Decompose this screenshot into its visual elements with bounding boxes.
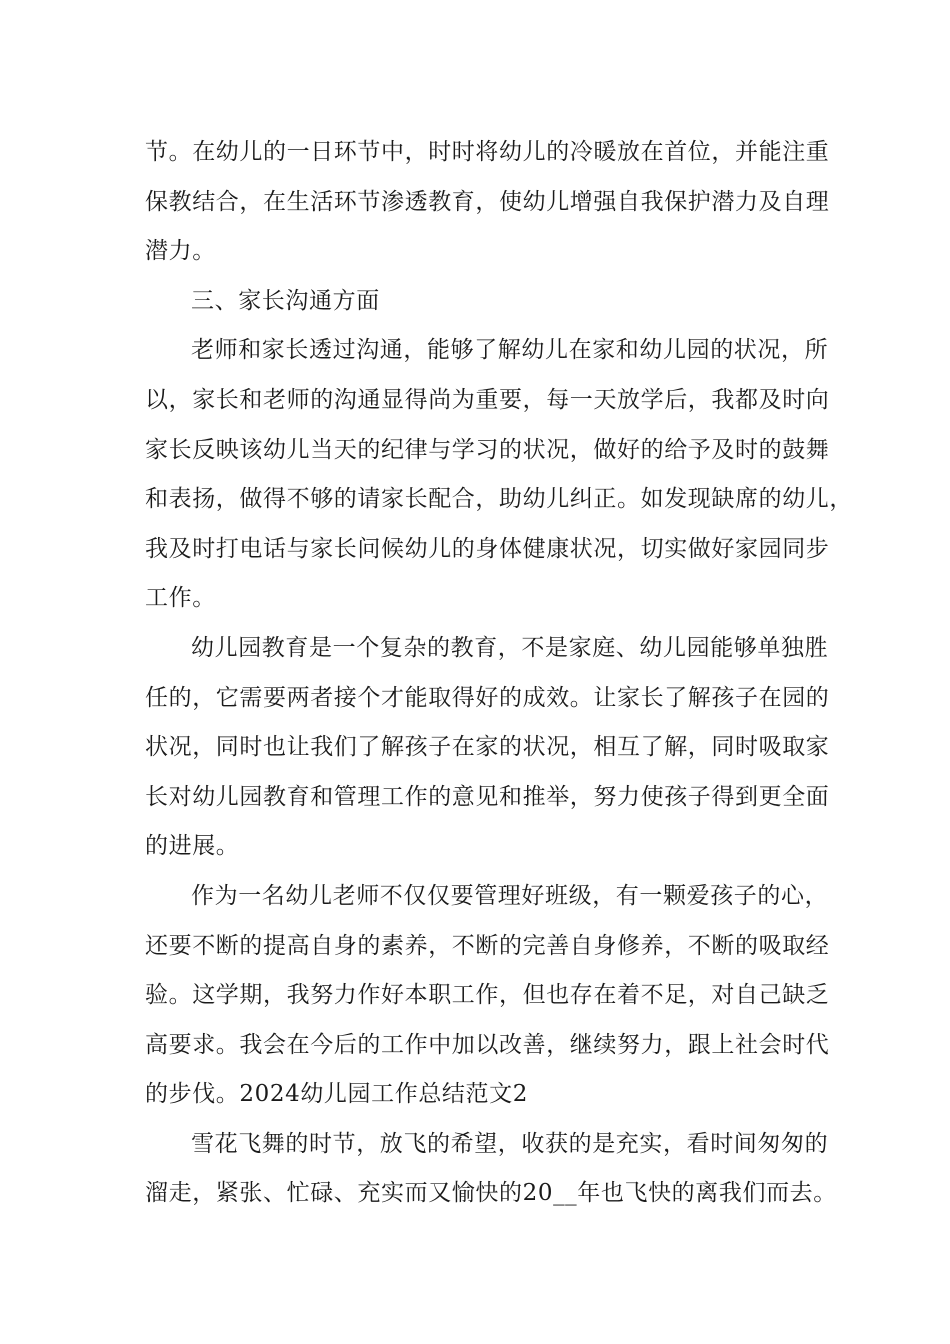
- paragraph: [145, 1120, 835, 1219]
- text-line: 高要求。我会在今后的工作中加以改善，继续努力，跟上社会时代: [145, 1031, 830, 1058]
- text-line: 保教结合，在生活环节渗透教育，使幼儿增强自我保护潜力及自理: [145, 188, 830, 215]
- paragraph: [145, 624, 835, 872]
- text-line: 溜走，紧张、忙碌、充实而又愉快的20__年也飞快的离我们而去。: [145, 1180, 837, 1207]
- text-line: 作为一名幼儿老师不仅仅要管理好班级，有一颗爱孩子的心，: [191, 882, 829, 909]
- text-line: 的进展。: [145, 833, 240, 860]
- text-line: 雪花飞舞的时节，放飞的希望，收获的是充实，看时间匆匆的: [191, 1130, 829, 1157]
- text-line: 任的，它需要两者接个才能取得好的成效。让家长了解孩子在园的: [145, 684, 830, 711]
- text-line: 以，家长和老师的沟通显得尚为重要，每一天放学后，我都及时向: [145, 386, 830, 413]
- text-line: 潜力。: [145, 238, 216, 265]
- text-line: 节。在幼儿的一日环节中，时时将幼儿的冷暖放在首位，并能注重: [145, 139, 830, 165]
- text-line: 还要不断的提高自身的素养，不断的完善自身修养，不断的吸取经: [145, 932, 830, 959]
- paragraph: [145, 326, 853, 624]
- text-line: 和表扬，做得不够的请家长配合，助幼儿纠正。如发现缺席的幼儿，: [145, 486, 853, 513]
- text-line: 幼儿园教育是一个复杂的教育，不是家庭、幼儿园能够单独胜: [191, 634, 829, 661]
- paragraph-continuation: [145, 128, 835, 277]
- section-heading: [145, 277, 835, 327]
- text-line: 状况，同时也让我们了解孩子在家的状况，相互了解，同时吸取家: [145, 734, 830, 761]
- text-line: 家长反映该幼儿当天的纪律与学习的状况，做好的给予及时的鼓舞: [145, 436, 830, 463]
- text-line: 长对幼儿园教育和管理工作的意见和推举，努力使孩子得到更全面: [145, 783, 830, 810]
- text-line: 的步伐。2024幼儿园工作总结范文2: [145, 1081, 528, 1108]
- heading-text: 三、家长沟通方面: [191, 287, 380, 314]
- paragraph: [145, 872, 835, 1120]
- text-line: 工作。: [145, 585, 216, 612]
- text-line: 验。这学期，我努力作好本职工作，但也存在着不足，对自己缺乏: [145, 982, 830, 1009]
- text-line: 我及时打电话与家长问候幼儿的身体健康状况，切实做好家园同步: [145, 535, 830, 562]
- document-body: [145, 128, 853, 1219]
- text-line: 老师和家长透过沟通，能够了解幼儿在家和幼儿园的状况，所: [191, 337, 829, 364]
